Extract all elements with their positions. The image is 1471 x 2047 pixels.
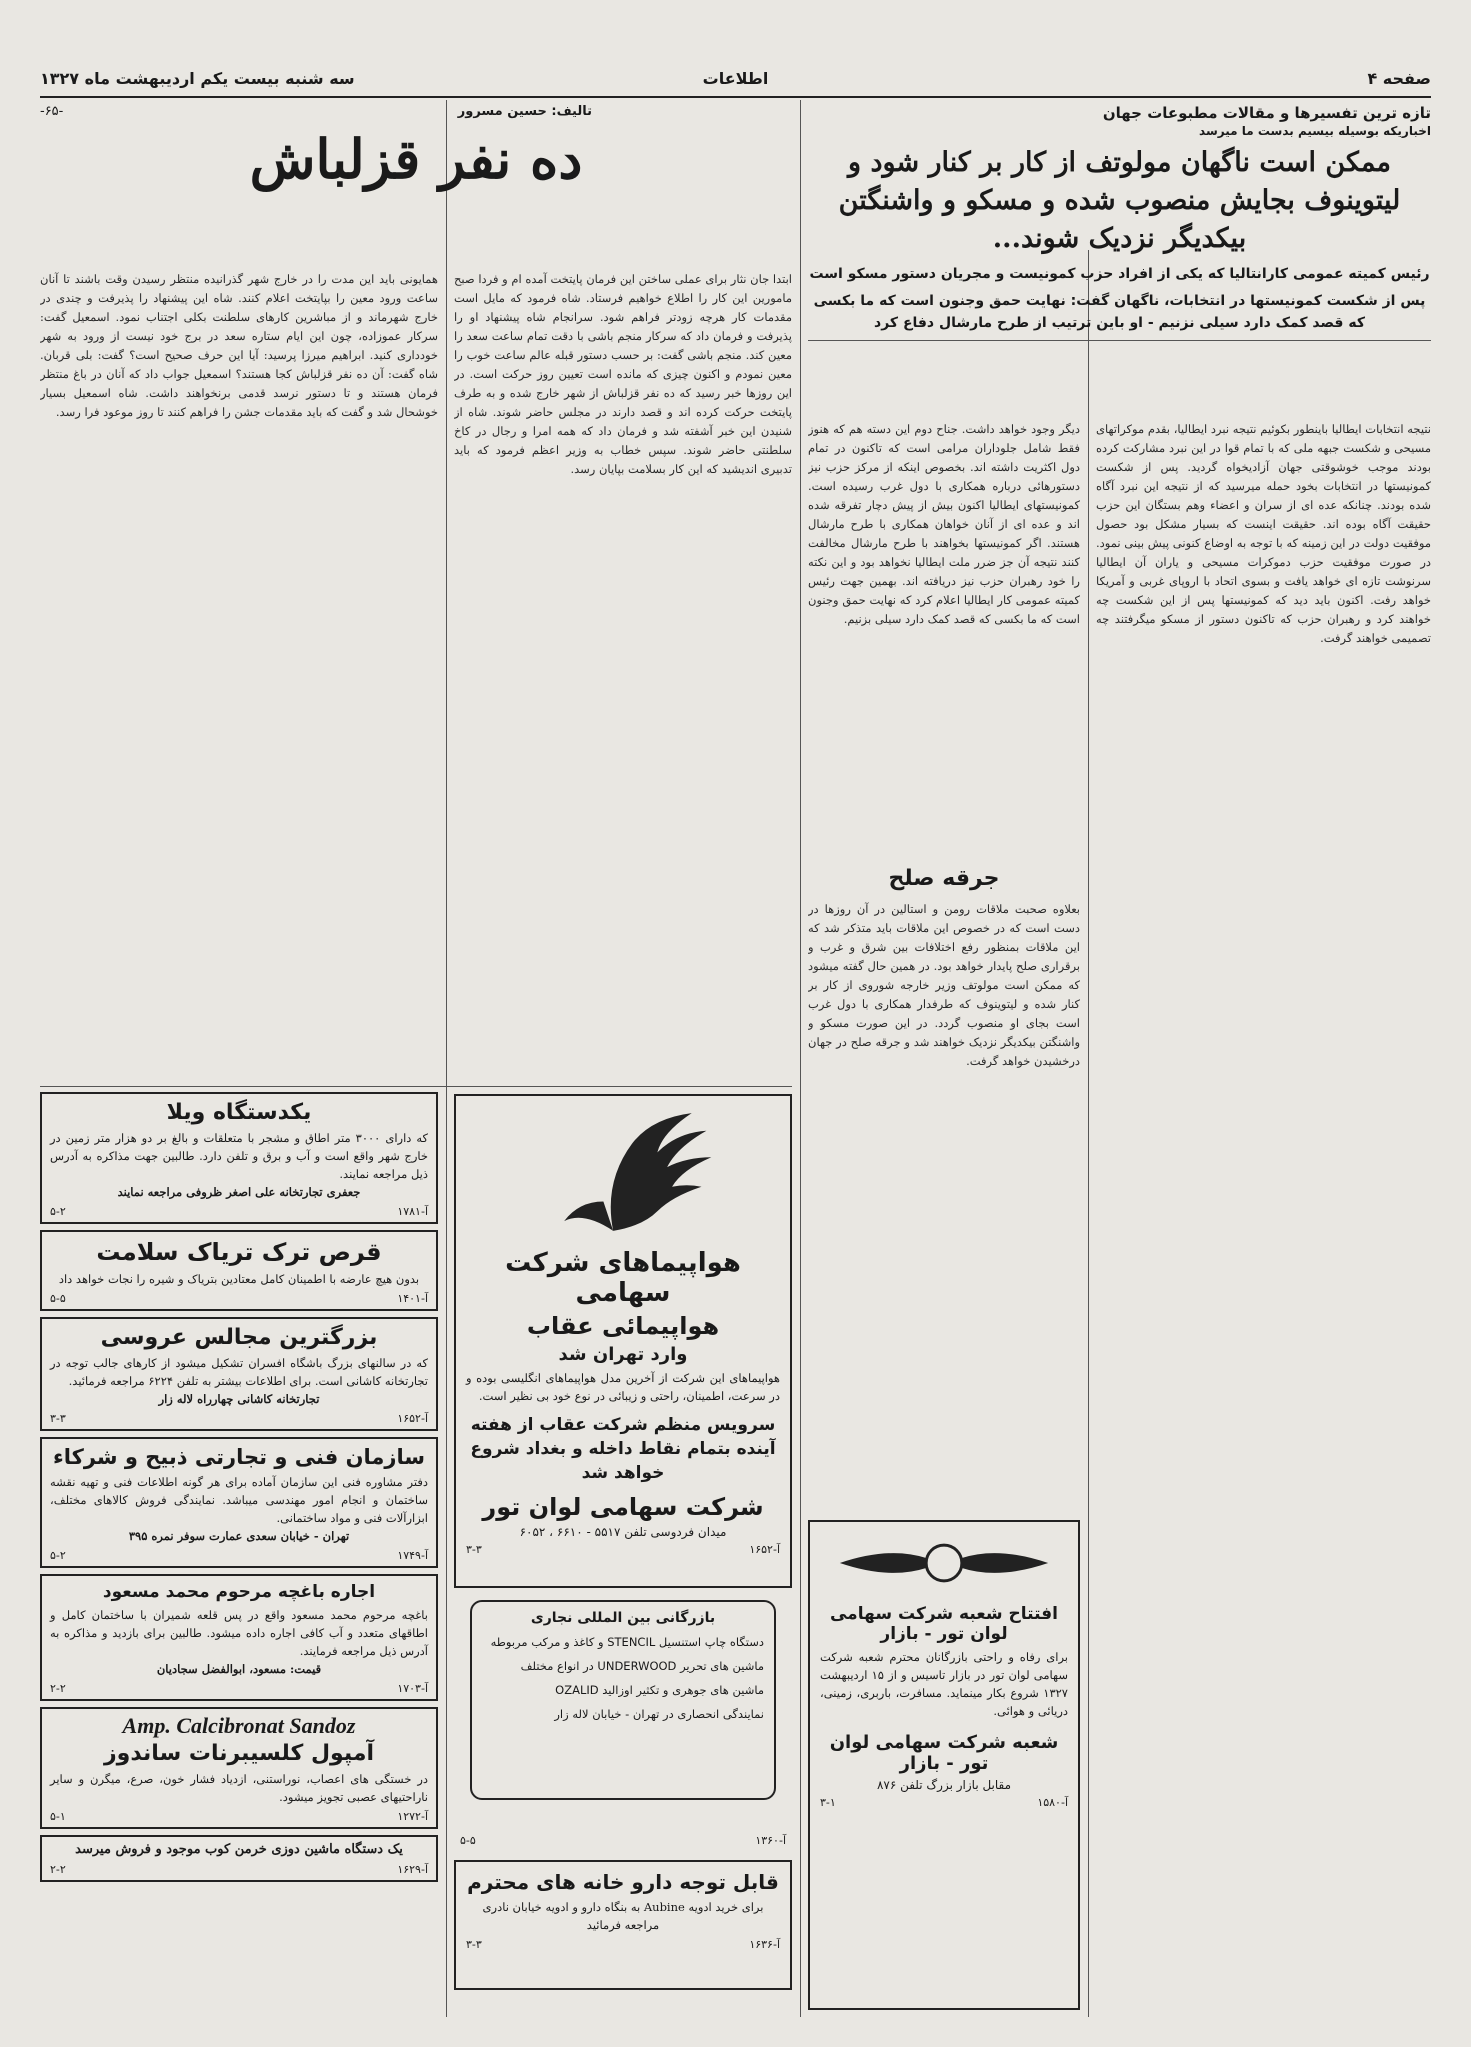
- ad-stationery-item: ماشین های تحریر UNDERWOOD در انواع مختلف: [520, 1659, 764, 1673]
- ad-calcibronat: [40, 1707, 438, 1829]
- ad-stationery-item: نمایندگی انحصاری در تهران - خیابان لاله زار: [554, 1707, 764, 1721]
- column-divider: [800, 100, 801, 2017]
- ad-airline-company: شرکت سهامی لوان تور: [482, 1493, 764, 1521]
- ad-stationery: [470, 1600, 776, 1800]
- ad-pharmacy: [454, 1860, 792, 1990]
- airline-logo-icon: [820, 1528, 1068, 1598]
- ad-stationery-list: [482, 1630, 764, 1726]
- ad-branch-count: ۳-۱: [820, 1796, 836, 1809]
- ad-airline-title3: وارد تهران شد: [558, 1344, 688, 1365]
- ad-branch-footer: شعبه شرکت سهامی لوان تور - بازار: [829, 1732, 1059, 1774]
- ad-opium: [40, 1230, 438, 1311]
- ad-wedding-code: آ-۱۶۵۲: [397, 1412, 428, 1425]
- ad-villa-body: که دارای ۳۰۰۰ متر اطاق و مشجر با متعلقات و بالغ بر دو هزار متر زمین در خارج شهر واقع است و آب و برق و تلفن دارد. طالبین جهت مذاکره به آدرس ذیل مراجعه نمایند.: [50, 1131, 428, 1181]
- ad-stationery-title: بازرگانی بین المللی نجاری: [530, 1610, 716, 1626]
- story-title: ده نفر قزلباش: [249, 127, 583, 191]
- ad-villa-title: یکدستگاه ویلا: [166, 1100, 312, 1125]
- ad-garden: [40, 1574, 438, 1701]
- ad-branch-code: آ-۱۵۸۰: [1037, 1796, 1068, 1809]
- ad-branch-address: مقابل بازار بزرگ تلفن ۸۷۶: [876, 1778, 1012, 1792]
- issue-date: سه شنبه بیست یکم اردیبهشت ماه ۱۳۲۷: [40, 68, 355, 88]
- ad-garden-code: آ-۱۷۰۳: [397, 1682, 428, 1695]
- ad-stationery-item: دستگاه چاپ استنسیل STENCIL و کاغذ و مرکب مربوطه: [490, 1635, 764, 1649]
- ad-stationery-code: آ-۱۳۶۰: [755, 1834, 786, 1847]
- ad-calcibronat-count: ۵-۱: [50, 1810, 66, 1823]
- ad-garden-body: باغچه مرحوم محمد مسعود واقع در پس قلعه شمیران با ساختمان کامل و اطاقهای متعدد و آب کافی اجاره داده میشود. طالبین برای بازدید و مذاکره به آدرس ذیل مراجعه فرمایند.: [50, 1608, 428, 1658]
- ad-opium-count: ۵-۵: [50, 1292, 66, 1305]
- ad-wedding-body: که در سالنهای بزرگ باشگاه افسران تشکیل میشود از کارهای جالب توجه در تجارتخانه کاشانی است. برای اطلاعات بیشتر به تلفن ۶۲۲۴ مراجعه فرمائید.: [50, 1356, 428, 1388]
- ad-pharmacy-code: آ-۱۶۳۶: [749, 1938, 780, 1951]
- ad-technical-contact: تهران - خیابان سعدی عمارت سوفر نمره ۳۹۵: [128, 1529, 350, 1543]
- page-header: [40, 60, 1431, 98]
- story-author: تالیف: حسین مسرور: [457, 104, 592, 119]
- ad-airline-code: آ-۱۶۵۲: [749, 1543, 780, 1556]
- ad-technical-body: دفتر مشاوره فنی این سازمان آماده برای هر گونه اطلاعات فنی و تهیه نقشه ساختمان و انجام امور مهندسی میباشد. نمایندگی فروش کالاهای مختلف، ابزارآلات فنی و مواد ساختمانی.: [50, 1475, 428, 1525]
- ad-calcibronat-title: آمپول کلسیبرنات ساندوز: [104, 1741, 374, 1766]
- ad-stationery-codes: [460, 1834, 786, 1847]
- ad-technical: [40, 1437, 438, 1568]
- news-headline: ممکن است ناگهان مولوتف از کار بر کنار شود و لیتوینوف بجایش منصوب شده و مسکو و واشنگتن بیکدیگر نزدیک شوند...: [838, 147, 1401, 254]
- ad-wedding-contact: تجارتخانه کاشانی چهارراه لاله زار: [158, 1392, 320, 1406]
- section-title: جرقه صلح: [888, 866, 1000, 891]
- ad-airline-title2: هواپیمائی عقاب: [526, 1312, 720, 1340]
- eagle-wing-icon: [466, 1102, 780, 1242]
- classified-ads: [40, 1092, 438, 2012]
- ad-villa-count: ۵-۲: [50, 1205, 66, 1218]
- ad-pharmacy-title: قابل توجه دارو خانه های محترم: [467, 1870, 779, 1894]
- ad-garden-title: اجاره باغچه مرحوم محمد مسعود: [102, 1582, 376, 1602]
- ad-wedding-title: بزرگترین مجالس عروسی: [100, 1325, 378, 1350]
- ad-opium-title: قرص ترک تریاک سلامت: [96, 1238, 382, 1266]
- ad-garden-contact: قیمت: مسعود، ابوالفضل سجادیان: [156, 1662, 322, 1676]
- ad-machine-code: آ-۱۶۲۹: [397, 1863, 428, 1876]
- ad-calcibronat-code: آ-۱۲۷۲: [397, 1810, 428, 1823]
- ad-airline-body: هواپیماهای این شرکت از آخرین مدل هواپیماهای انگلیسی بوده و در سرعت، اطمینان، راحتی و زیبائی در نوع خود بی نظیر است.: [466, 1371, 780, 1403]
- ad-branch-body: برای رفاه و راحتی بازرگانان محترم شعبه شرکت سهامی لوان تور در بازار تاسیس و از ۱۵ اردیبهشت ۱۳۲۷ شروع بکار مینماید. مسافرت، باربری، زمینی، دریائی و هوائی.: [820, 1650, 1068, 1718]
- ad-villa: [40, 1092, 438, 1224]
- story-column-1: ابتدا جان نثار برای عملی ساختن این فرمان پایتخت آمده ام و فردا صبح مامورین این کار را اطلاع خواهیم فرستاد. شاه فرمود که مایل است مقدمات کار هرچه زودتر فراهم شود. سرانجام شاه پیشنهاد او را پذیرفت و فرمان داد که سرکار منجم باشی با دقت تمام ساعت سعد را معین کند. منجم باشی گفت: بر حسب دستور قبله عالم ساعت خوب را معین نمودم و اکنون چیزی که مانده است تعیین روز حرکت است. در این روزها خبر رسید که ده نفر قزلباش از شهر خارج شده و به طرف پایتخت حرکت کرده اند و قصد دارند در مجلس حاضر شوند. شاه از شنیدن این خبر آشفته شد و فرمان داد که همه امرا و رجال در کاخ سلطنتی حاضر شوند. سپس خطاب به وزیر اعظم فرمود که باید تدبیری اندیشید که این کار بسلامت بپایان رسد.: [454, 272, 792, 476]
- news-kicker: تازه ترین تفسیرها و مقالات مطبوعات جهان: [1102, 104, 1431, 122]
- news-subkicker: اخباریکه بوسیله بیسیم بدست ما میرسد: [1199, 124, 1431, 138]
- ad-opium-body: بدون هیچ عارضه با اطمینان کامل معتادین بتریاک و شیره را نجات خواهد داد: [58, 1272, 420, 1286]
- news-column-1: نتیجه انتخابات ایطالیا باینطور بکوئیم نتیجه نبرد ایطالیا، بقدم موکراتهای مسیحی و شکست جبهه ملی که با تمام قوا در این نبرد مشارکت کرده بودند موجب خوشوقتی جهان آزادیخواه گردید. پس از شکست کمونیستها در انتخابات بخود حمله میرسید که از نتیجه این نبرد آگاه شده بودند. چنانکه عده ای از سران و اعضاء وهم بستگان این حزب حقیقت آگاه بوده اند. حقیقت اینست که بسیار مشکل بود حصول موفقیت دولت در این زمینه که با توجه به اوضاع کنونی پیش بینی نمود. در صورت موفقیت حزب دموکرات مسیحی و یاران آن ایطالیا سرنوشت تازه ای خواهد یافت و بسوی اتحاد با اروپای غربی و آمریکا خواهد رفت. اکنون باید دید که کمونیستها پس از این شکست چه خواهند کرد و رهبران حزب که تاکنون دستور از مسکو میگرفتند چه تصمیمی خواهند گرفت.: [1096, 422, 1431, 645]
- ad-pharmacy-count: ۳-۳: [466, 1938, 482, 1951]
- ad-machine-count: ۲-۲: [50, 1863, 66, 1876]
- ad-calcibronat-latin: Amp. Calcibronat Sandoz: [122, 1713, 356, 1738]
- ad-technical-count: ۵-۲: [50, 1549, 66, 1562]
- ad-opium-code: آ-۱۴۰۱: [397, 1292, 428, 1305]
- page-number: صفحه ۴: [1367, 68, 1431, 88]
- newspaper-name: اطلاعات: [702, 68, 769, 88]
- story-number: -۶۵-: [40, 104, 64, 119]
- ad-wedding: [40, 1317, 438, 1431]
- ad-branch-title: افتتاح شعبه شرکت سهامی لوان تور - بازار: [829, 1604, 1058, 1644]
- ad-wedding-count: ۳-۳: [50, 1412, 66, 1425]
- ad-technical-code: آ-۱۷۴۹: [397, 1549, 428, 1562]
- news-deck: رئیس کمیته عمومی کارانتالیا که یکی از افراد حزب کمونیست و مجریان دستور مسکو است: [809, 266, 1430, 282]
- ad-calcibronat-body: در خستگی های اعصاب، نوراستنی، ازدیاد فشار خون، صرع، میگرن و سایر ناراحتیهای عصبی تجویز میشود.: [50, 1772, 428, 1804]
- ad-airline-address: میدان فردوسی تلفن ۵۵۱۷ - ۶۶۱۰ ، ۶۰۵۲: [519, 1525, 727, 1539]
- section-divider: [40, 1086, 792, 1087]
- ad-airline-count: ۳-۳: [466, 1543, 482, 1556]
- story-header: [40, 104, 792, 191]
- ad-stationery-item: ماشین های جوهری و تکثیر اوزالید OZALID: [555, 1683, 764, 1697]
- story-column-2: همایونی باید این مدت را در خارج شهر گذرانیده منتظر رسیدن وقت باشند تا آنان ساعت ورود معین را بپایتخت اعلام کنند. شاه این پیشنهاد را پذیرفت و چندی در خارج شهرماند و از مباشرین کارهای سلطنت بکلی اجتناب نمود. اسمعیل گفت: سرکار عموزاده، چون این ایام ستاره سعد در برج خود نیست از ورود به شهر خودداری کنید. ابراهیم میرزا پرسید: آیا این حرف صحیح است؟ گفت: بلی قربان. شاه گفت: آن ده نفر قزلباش کجا هستند؟ اسمعیل جواب داد که آنان در باغ منتظر فرمان هستند و تا دستور نرسد قدمی برنخواهند داشت. شاه اسمعیل بسیار خوشحال شد و گفت که باید مقدمات جشن را فراهم کنند تا روز موعود فرا رسد.: [40, 272, 438, 419]
- ad-pharmacy-body: برای خرید ادویه Aubine به بنگاه دارو و ادویه خیابان نادری مراجعه فرمائید: [482, 1900, 764, 1932]
- column-divider: [446, 100, 447, 2017]
- ad-airline: [454, 1094, 792, 1588]
- ad-stationery-count: ۵-۵: [460, 1834, 476, 1847]
- ad-garden-count: ۲-۲: [50, 1682, 66, 1695]
- news-lead: پس از شکست کمونیستها در انتخابات، ناگهان گفت: نهایت حمق وجنون است که ما بکسی که قصد کمک دارد سیلی نزنیم - او باین ترتیب از طرح مارشال دفاع کرد: [808, 290, 1431, 341]
- ad-machine: [40, 1835, 438, 1882]
- ad-technical-title: سازمان فنی و تجارتی ذبیح و شرکاء: [52, 1445, 426, 1469]
- ad-branch: [808, 1520, 1080, 2010]
- ad-airline-service: سرویس منظم شرکت عقاب از هفته آینده بتمام نقاط داخله و بغداد شروع خواهد شد: [470, 1415, 776, 1483]
- ad-machine-body: یک دستگاه ماشین دوزی خرمن کوب موجود و فروش میرسد: [75, 1842, 403, 1857]
- ad-airline-title1: هواپیماهای شرکت سهامی: [505, 1248, 741, 1308]
- ad-villa-contact: جعفری تجارتخانه علی اصغر ظروفی مراجعه نمایند: [117, 1185, 361, 1199]
- news-column-2b: بعلاوه صحبت ملاقات رومن و استالین در آن روزها در دست است که در خصوص این ملاقات باید متذکر شد که این ملاقات بمنظور رفع اختلافات بین شرق و غرب و برقراری صلح پایدار خواهد بود. در همین حال گفته میشود که ممکن است مولوتف وزیر خارجه شوروی از کار بر کنار شده و لیتوینوف که طرفدار همکاری با دول غرب است بجای او منصوب گردد. در این صورت مسکو و واشنگتن بیکدیگر نزدیک خواهند شد و جرقه صلح در جهان درخشیدن خواهد گرفت.: [808, 902, 1080, 1068]
- ad-villa-code: آ-۱۷۸۱: [397, 1205, 428, 1218]
- news-column-2: دیگر وجود خواهد داشت. جناح دوم این دسته هم که هنوز فقط شامل جلوداران مرامی است که تاکنون در تمام دول اکثریت داشته اند. بخصوص اینکه از مرکز حزب نیز دستورهائی درباره همکاری با دول غرب رسیده است. کمونیستهای ایطالیا اکنون بیش از پیش دچار تفرقه شده اند و عده ای از آنان خواهان همکاری با طرح مارشال هستند. اگر کمونیستها بخواهند با طرح مارشال مخالفت کنند نتیجه آن جز ضرر ملت ایطالیا نخواهد بود و این نکته را خود رهبران حزب نیز دریافته اند. بهمین جهت رئیس کمیته عمومی کار ایطالیا اعلام کرد که نهایت حمق وجنون است که ما بکسی که قصد کمک دارد سیلی بزنیم.: [808, 422, 1080, 626]
